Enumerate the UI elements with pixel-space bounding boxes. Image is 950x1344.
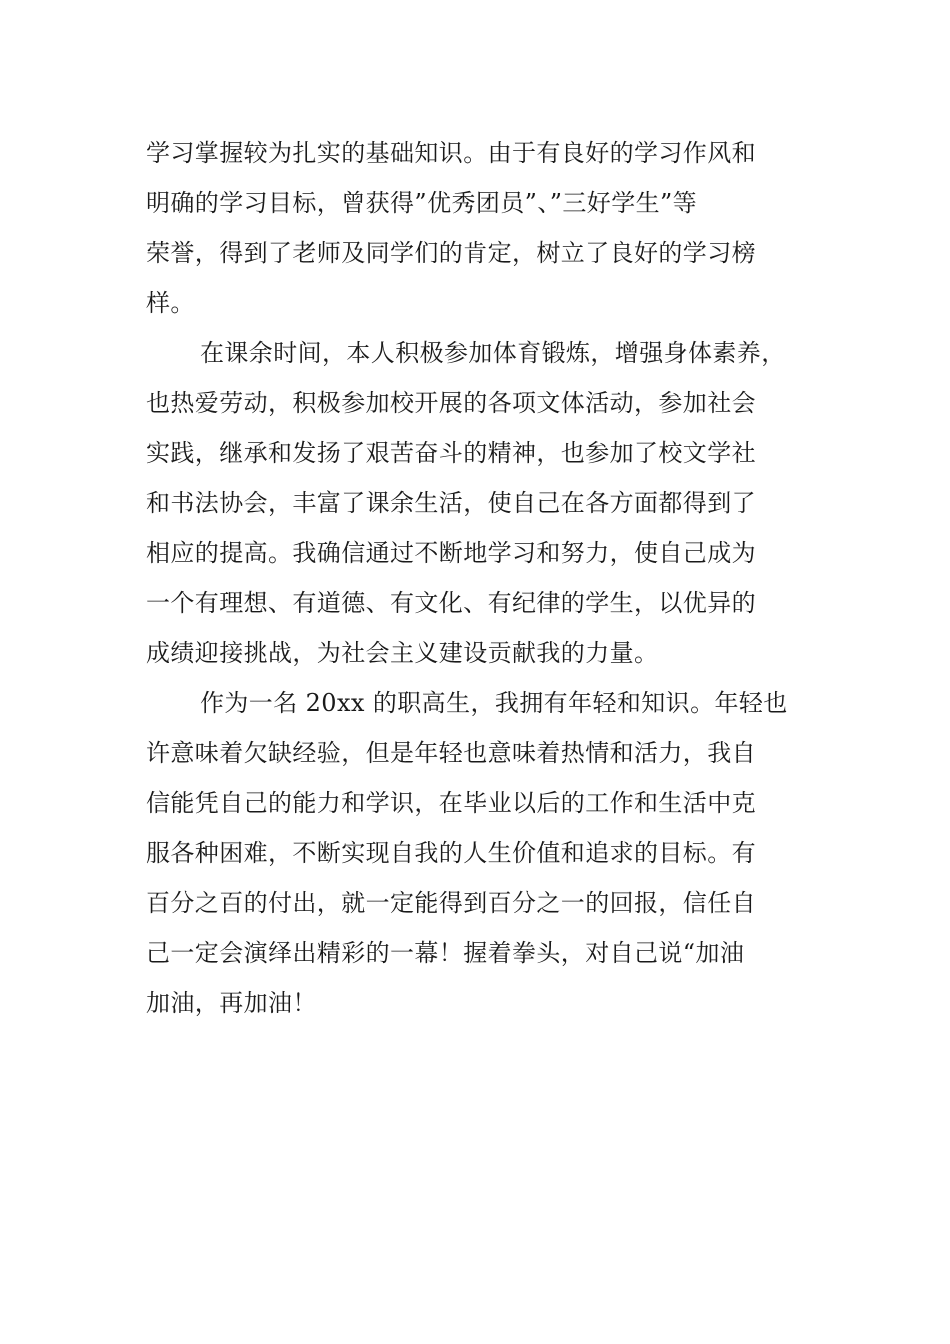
text-line: 相应的提高。我确信通过不断地学习和努力，使自己成为 <box>146 539 756 567</box>
document-body <box>146 128 811 1028</box>
paragraph-2 <box>146 328 811 678</box>
text-line: 和书法协会，丰富了课余生活，使自己在各方面都得到了 <box>146 489 756 517</box>
text-line: 一个有理想、有道德、有文化、有纪律的学生，以优异的 <box>146 589 756 617</box>
text-line: 明确的学习目标，曾获得”优秀团员”、”三好学生”等 <box>146 189 698 217</box>
text-line: 在课余时间，本人积极参加体育锻炼，增强身体素养， <box>200 339 786 367</box>
text-line: 荣誉，得到了老师及同学们的肯定，树立了良好的学习榜 <box>146 239 756 267</box>
text-line: 样。 <box>146 289 195 317</box>
text-line: 学习掌握较为扎实的基础知识。由于有良好的学习作风和 <box>146 139 756 167</box>
text-line: 己一定会演绎出精彩的一幕！握着拳头，对自己说“加油 <box>146 939 745 967</box>
text-line: 作为一名 20xx 的职高生，我拥有年轻和知识。年轻也 <box>200 689 788 717</box>
text-line: 实践，继承和发扬了艰苦奋斗的精神，也参加了校文学社 <box>146 439 756 467</box>
text-line: 百分之百的付出，就一定能得到百分之一的回报，信任自 <box>146 889 756 917</box>
paragraph-3 <box>146 678 811 1028</box>
text-line: 加油，再加油！ <box>146 989 317 1017</box>
text-line: 成绩迎接挑战，为社会主义建设贡献我的力量。 <box>146 639 659 667</box>
text-line: 信能凭自己的能力和学识，在毕业以后的工作和生活中克 <box>146 789 756 817</box>
text-line: 也热爱劳动，积极参加校开展的各项文体活动，参加社会 <box>146 389 756 417</box>
text-line: 服各种困难，不断实现自我的人生价值和追求的目标。有 <box>146 839 756 867</box>
paragraph-1 <box>146 128 811 328</box>
text-line: 许意味着欠缺经验，但是年轻也意味着热情和活力，我自 <box>146 739 756 767</box>
